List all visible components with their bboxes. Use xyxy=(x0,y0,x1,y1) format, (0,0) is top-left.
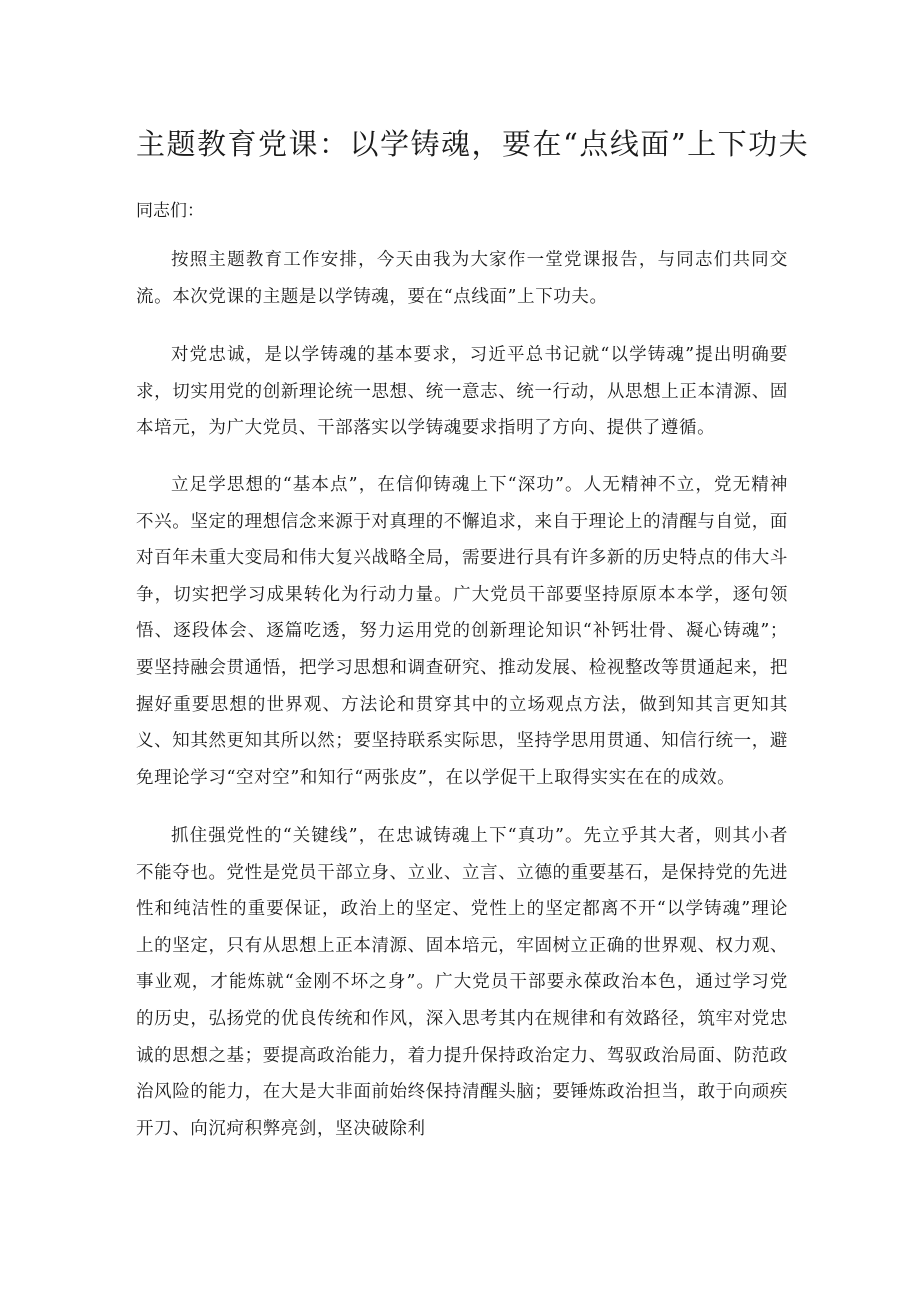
paragraph-intro: 按照主题教育工作安排，今天由我为大家作一堂党课报告，与同志们共同交流。本次党课的主题是以学铸魂，要在“点线面”上下功夫。 xyxy=(136,250,788,307)
document-title: 主题教育党课：以学铸魂，要在“点线面”上下功夫 xyxy=(136,127,810,161)
salutation: 同志们： xyxy=(136,201,204,221)
paragraph-loyalty: 对党忠诚，是以学铸魂的基本要求，习近平总书记就“以学铸魂”提出明确要求，切实用党的创新理论统一思想、统一意志、统一行动，从思想上正本清源、固本培元，为广大党员、干部落实以学铸魂要求指明了方向、提供了遵循。 xyxy=(136,345,788,439)
paragraph-key-line: 抓住强党性的“关键线”，在忠诚铸魂上下“真功”。先立乎其大者，则其小者不能夺也。党性是党员干部立身、立业、立言、立德的重要基石，是保持党的先进性和纯洁性的重要保证，政治上的坚定、党性上的坚定都离不开“以学铸魂”理论上的坚定，只有从思想上正本清源、固本培元，牢固树立正确的世界观、权力观、事业观，才能炼就“金刚不坏之身”。广大党员干部要永葆政治本色，通过学习党的历史，弘扬党的优良传统和作风，深入思考其内在规律和有效路径，筑牢对党忠诚的思想之基；要提高政治能力，着力提升保持政治定力、驾驭政治局面、防范政治风险的能力，在大是大非面前始终保持清醒头脑；要锤炼政治担当，敢于向顽疾开刀、向沉疴积弊亮剑，坚决破除利 xyxy=(136,826,788,1139)
paragraph-basic-point: 立足学思想的“基本点”，在信仰铸魂上下“深功”。人无精神不立，党无精神不兴。坚定的理想信念来源于对真理的不懈追求，来自于理论上的清醒与自觉，面对百年未重大变局和伟大复兴战略全局，需要进行具有许多新的历史特点的伟大斗争，切实把学习成果转化为行动力量。广大党员干部要坚持原原本本学，逐句领悟、逐段体会、逐篇吃透，努力运用党的创新理论知识“补钙壮骨、凝心铸魂”；要坚持融会贯通悟，把学习思想和调查研究、推动发展、检视整改等贯通起来，把握好重要思想的世界观、方法论和贯穿其中的立场观点方法，做到知其言更知其义、知其然更知其所以然；要坚持联系实际思，坚持学思用贯通、知信行统一，避免理论学习“空对空”和知行“两张皮”，在以学促干上取得实实在在的成效。 xyxy=(136,475,788,788)
